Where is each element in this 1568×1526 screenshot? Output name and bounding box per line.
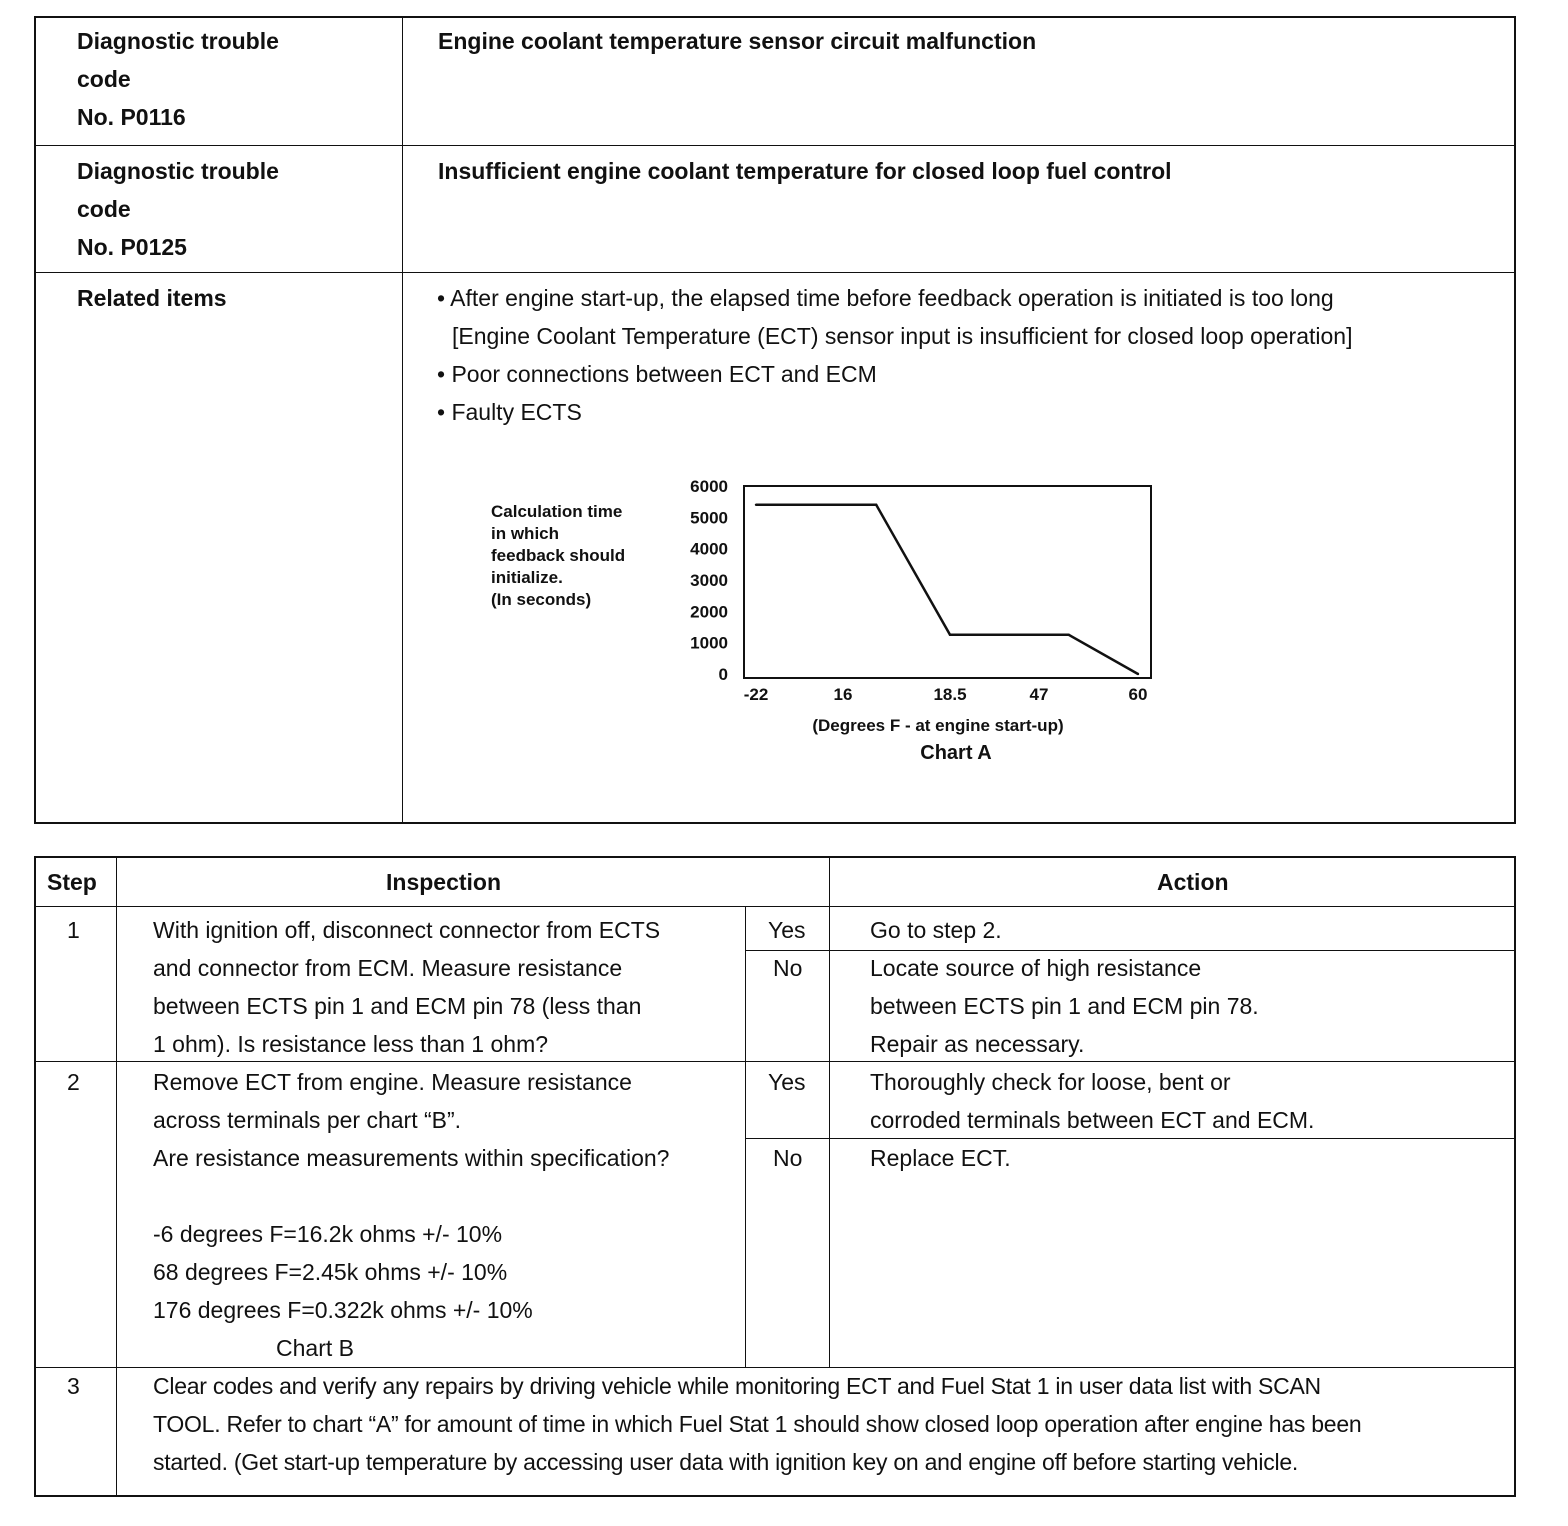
chart-plot-frame	[744, 486, 1151, 678]
chart-b-label: Chart B	[276, 1335, 354, 1361]
series-point	[949, 634, 951, 636]
related-items-label: Related items	[77, 285, 227, 311]
related-item-continuation: [Engine Coolant Temperature (ECT) sensor input is insufficient for closed loop operation]	[452, 323, 1353, 349]
series-point	[875, 504, 877, 506]
dtc-label-p0116: Diagnostic trouble code No. P0116	[77, 28, 279, 130]
step-2-no: No	[773, 1145, 803, 1171]
x-tick-label: -22	[743, 685, 769, 704]
step-column-divider	[116, 856, 117, 1497]
series-line	[756, 505, 1138, 674]
dtc-label-p0125: Diagnostic trouble code No. P0125	[77, 158, 279, 260]
yes-no-column-divider	[745, 906, 746, 1367]
step-1-yes: Yes	[768, 917, 806, 943]
step-2-no-action: Replace ECT.	[870, 1145, 1011, 1171]
header-inspection: Inspection	[386, 869, 502, 895]
series-point	[1137, 673, 1139, 675]
x-tick-label: 47	[1029, 685, 1049, 704]
chart-a-ylabel: Calculation time in which feedback should initialize. (In seconds)	[491, 502, 626, 609]
step-table-header-divider	[34, 906, 1516, 907]
x-tick-label: 60	[1128, 685, 1148, 704]
x-tick-label: 18.5	[933, 685, 967, 704]
step-2-inspection: Remove ECT from engine. Measure resistance across terminals per chart “B”. Are resistance measurements within specification? -6 degrees F=16.2k ohms +/- 10% 68 degrees F=2.45k ohms +/- 10% 176 degrees F=0.322k ohms +/- 10%	[153, 1069, 670, 1323]
dtc-description-p0116: Engine coolant temperature sensor circuit malfunction	[438, 28, 1037, 54]
y-tick-label: 3000	[690, 571, 728, 590]
action-column-divider	[829, 856, 830, 1367]
header-step: Step	[47, 869, 97, 895]
header-action: Action	[1157, 869, 1229, 895]
step-3-text: Clear codes and verify any repairs by driving vehicle while monitoring ECT and Fuel Stat 1 in user data list with SCAN TOOL. Refer to chart “A” for amount of time in which Fuel Stat 1 should show closed loop operation after engine has been started. (Get start-up temperature by accessing user data with ignition key on and engine off before starting vehicle.	[153, 1373, 1362, 1475]
step-number: 1	[67, 917, 80, 943]
step-1-yes-action: Go to step 2.	[870, 917, 1002, 943]
y-tick-label: 4000	[690, 539, 728, 559]
y-tick-label: 5000	[690, 508, 728, 528]
y-tick-label: 2000	[690, 602, 728, 622]
step-1-no-action: Locate source of high resistance between ECTS pin 1 and ECM pin 78. Repair as necessary.	[870, 955, 1259, 1057]
related-item: • After engine start-up, the elapsed time before feedback operation is initiated is too long	[437, 285, 1334, 311]
y-tick-label: 0	[718, 665, 728, 684]
related-item: • Faulty ECTS	[437, 399, 582, 425]
series-point	[755, 504, 757, 506]
x-tick-label: 16	[833, 685, 853, 704]
dtc-description-p0125: Insufficient engine coolant temperature for closed loop fuel control	[438, 158, 1172, 184]
step-2-yes-action: Thoroughly check for loose, bent or corroded terminals between ECT and ECM.	[870, 1069, 1315, 1133]
y-tick-label: 1000	[690, 633, 728, 653]
chart-a-title: Chart A	[920, 742, 992, 764]
step-number: 3	[67, 1373, 80, 1399]
chart-a-xlabel: (Degrees F - at engine start-up)	[812, 716, 1064, 735]
series-point	[1068, 634, 1070, 636]
step-1-no: No	[773, 955, 803, 981]
step-2-yes: Yes	[768, 1069, 806, 1095]
y-tick-label: 6000	[690, 477, 728, 496]
step-number: 2	[67, 1069, 80, 1095]
step-1-inspection: With ignition off, disconnect connector from ECTS and connector from ECM. Measure resistance between ECTS pin 1 and ECM pin 78 (less than 1 ohm). Is resistance less than 1 ohm?	[153, 917, 661, 1057]
related-item: • Poor connections between ECT and ECM	[437, 361, 877, 387]
